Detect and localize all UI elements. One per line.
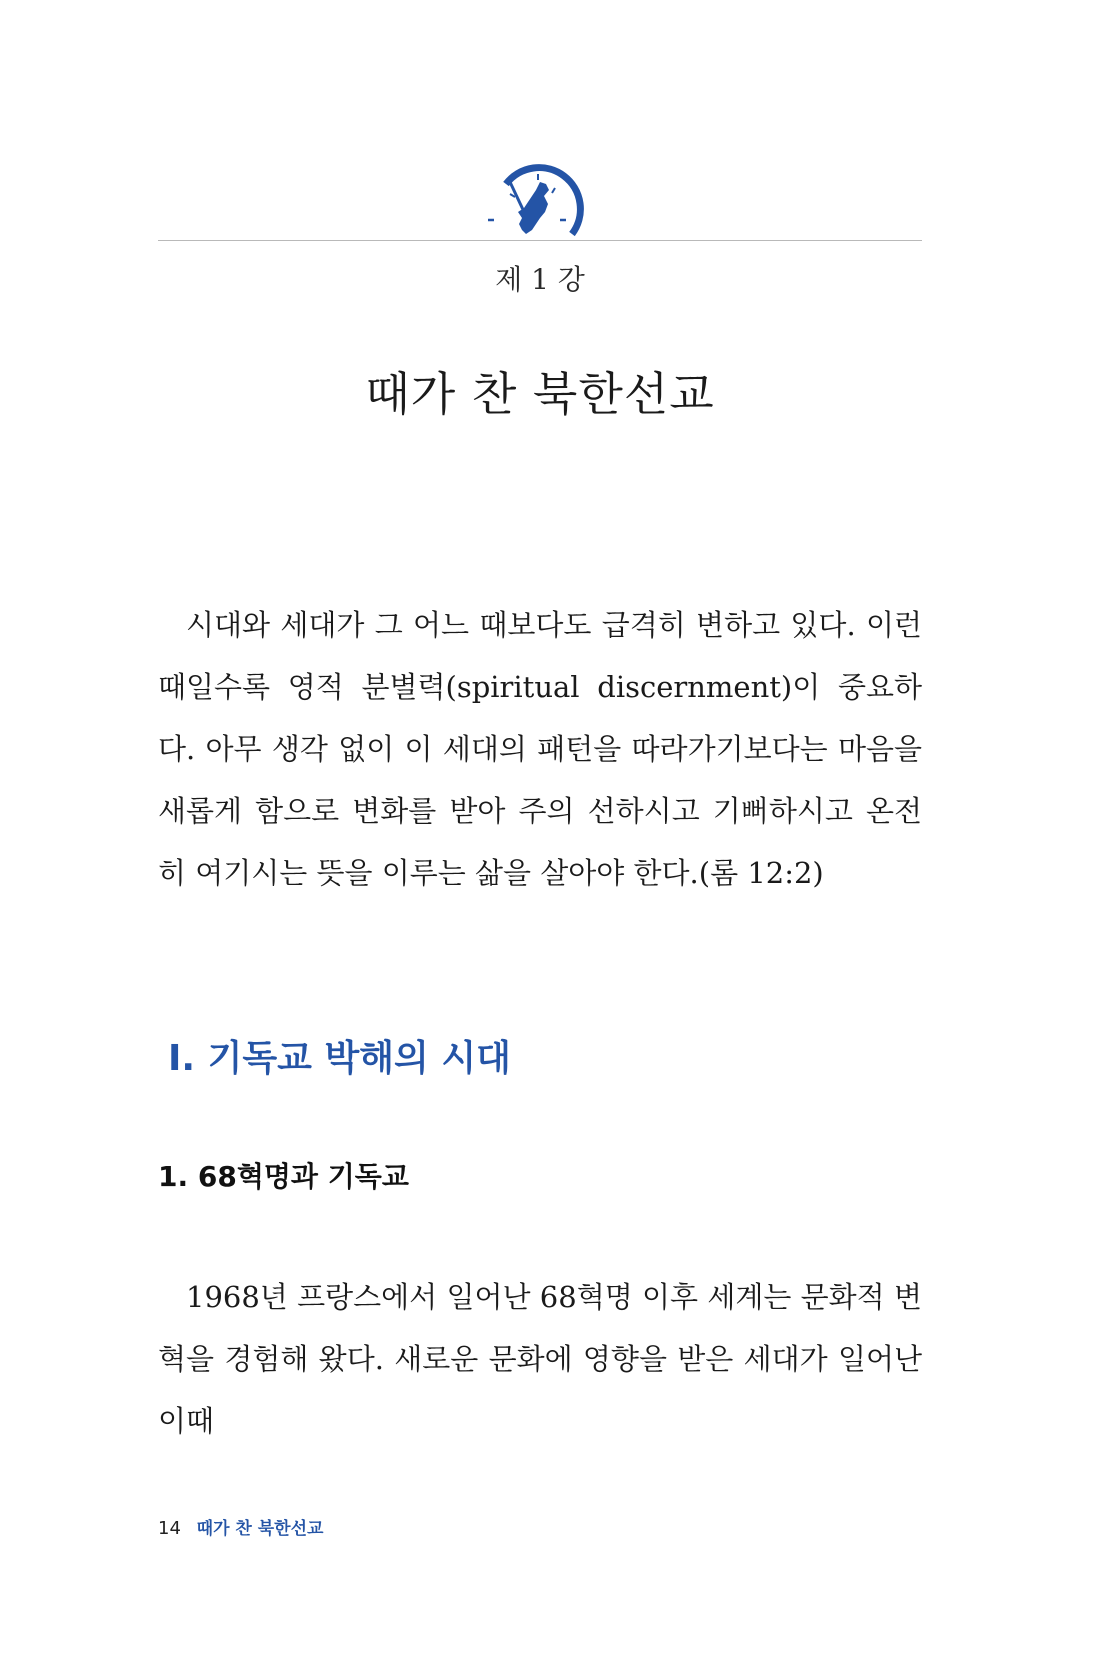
chapter-label: 제 1 강 xyxy=(495,263,585,296)
subsection-heading: 1. 68혁명과 기독교 xyxy=(158,1160,409,1193)
body-paragraph: 1968년 프랑스에서 일어난 68혁명 이후 세계는 문화적 변혁을 경험해 왔다. 새로운 문화에 영향을 받은 세대가 일어난 이때 xyxy=(158,1280,922,1438)
page-footer xyxy=(158,1514,323,1539)
page-number: 14 xyxy=(158,1518,181,1539)
section-heading: Ⅰ. 기독교 박해의 시대 xyxy=(168,1038,511,1079)
chapter-title: 때가 찬 북한선교 xyxy=(365,367,715,421)
header-divider xyxy=(158,240,922,241)
running-title: 때가 찬 북한선교 xyxy=(196,1519,324,1539)
clock-map-logo-icon xyxy=(488,160,588,242)
intro-paragraph: 시대와 세대가 그 어느 때보다도 급격히 변하고 있다. 이런 때일수록 영적 분별력(spiritual discernment)이 중요하다. 아무 생각 없이 이 세대의 패턴을 따라가기보다는 마음을 새롭게 함으로 변화를 받아 주의 선하시고 기뻐하시고 온전히 여기시는 뜻을 이루는 삶을 살아야 한다.(롬 12:2) xyxy=(158,608,922,890)
